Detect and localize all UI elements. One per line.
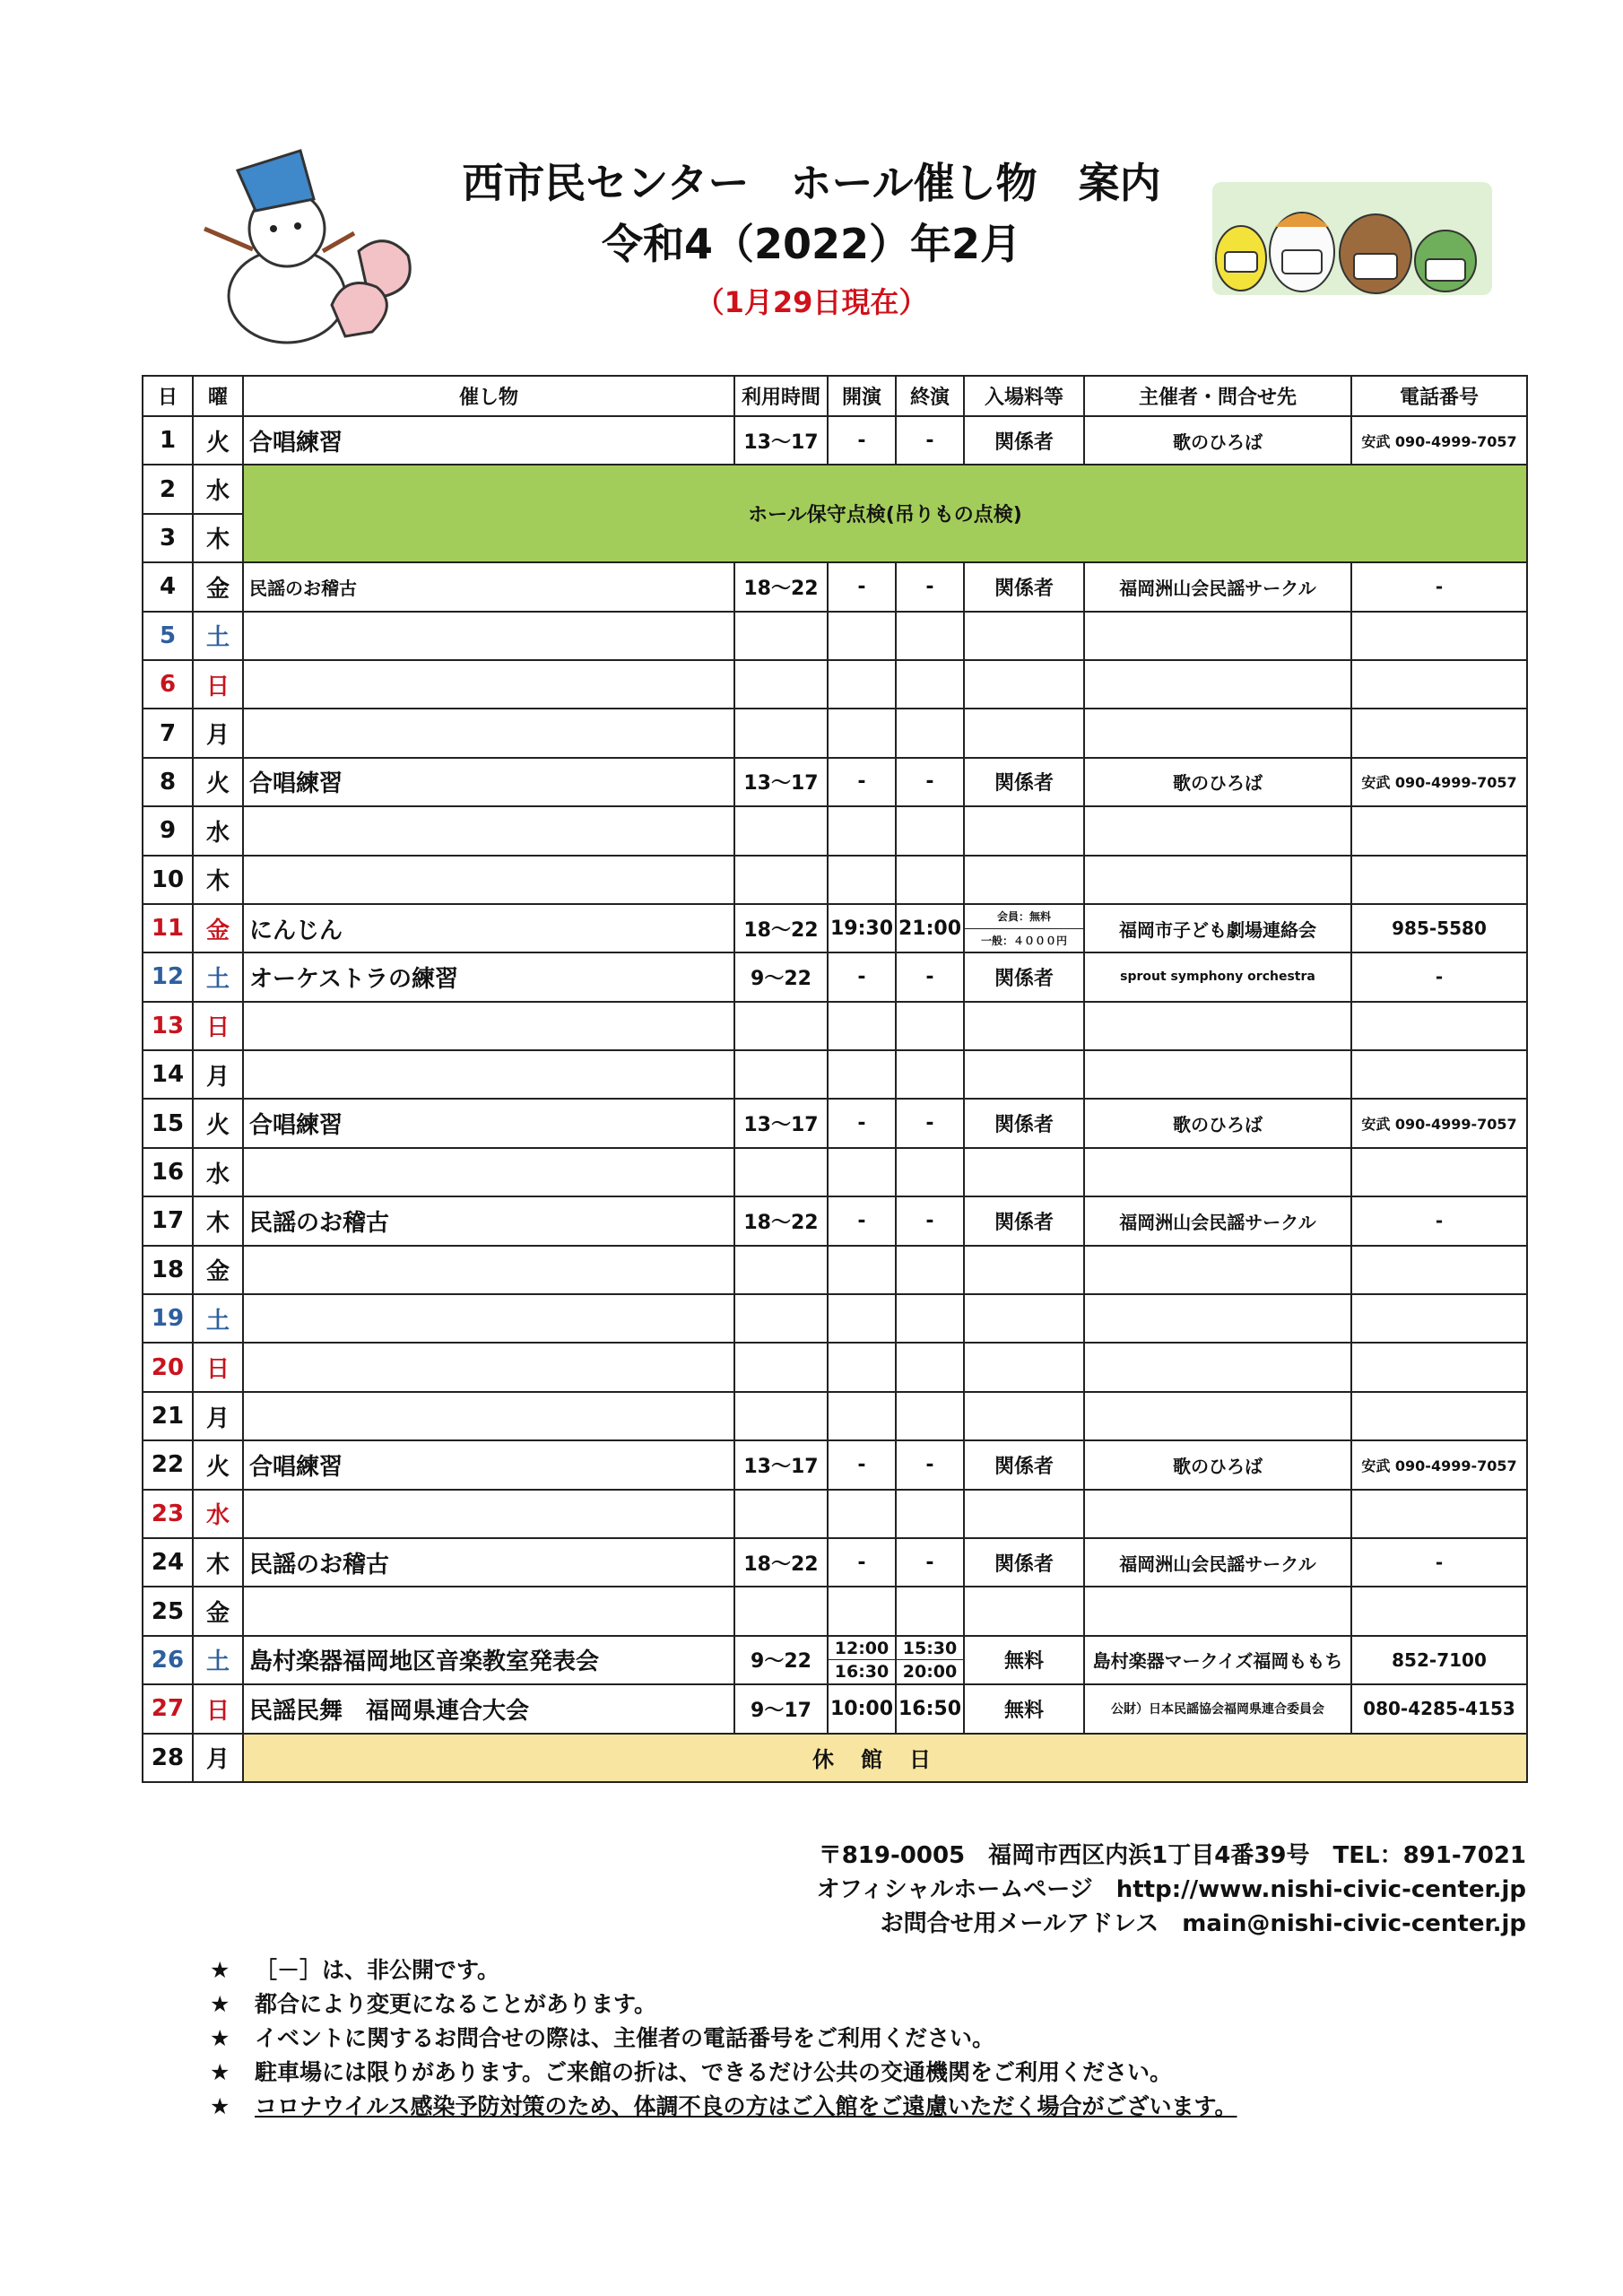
time-cell	[734, 856, 828, 904]
open-cell	[828, 612, 896, 660]
day-cell: 9	[143, 806, 193, 855]
open-cell	[828, 1392, 896, 1440]
open-cell: 10:00	[828, 1684, 896, 1733]
open-cell	[828, 1050, 896, 1099]
weekday-cell: 木	[193, 1196, 243, 1245]
organizer-cell	[1084, 612, 1351, 660]
event-cell: 合唱練習	[243, 758, 734, 806]
open-cell	[828, 1636, 896, 1684]
table-row	[143, 1148, 1527, 1196]
col-header-close: 終演	[896, 376, 964, 416]
table-row	[143, 806, 1527, 855]
fee-cell	[964, 1294, 1084, 1343]
page-subtitle: 令和4（2022）年2月	[601, 220, 1022, 268]
fee-cell	[964, 1490, 1084, 1538]
day-cell: 25	[143, 1587, 193, 1635]
time-cell	[734, 709, 828, 757]
table-row	[143, 1099, 1527, 1147]
open-time-a: 12:00	[829, 1637, 895, 1661]
tel-cell	[1351, 1392, 1527, 1440]
note-item: ★ コロナウイルス感染予防対策のため、体調不良の方はご入館をご遠慮いただく場合がございます。	[210, 2093, 1237, 2119]
day-cell: 8	[143, 758, 193, 806]
time-cell	[734, 1002, 828, 1050]
event-cell: 島村楽器福岡地区音楽教室発表会	[243, 1636, 734, 1684]
fee-cell	[964, 1050, 1084, 1099]
open-time-b: 16:30	[834, 1662, 890, 1683]
event-cell: 合唱練習	[243, 1099, 734, 1147]
close-time-a: 15:30	[897, 1637, 963, 1661]
day-cell: 22	[143, 1440, 193, 1489]
tel-cell	[1351, 612, 1527, 660]
event-cell	[243, 1490, 734, 1538]
day-cell: 3	[143, 514, 193, 562]
col-header-open: 開演	[828, 376, 896, 416]
close-cell	[896, 1148, 964, 1196]
tel-cell: 安武 090-4999-7057	[1351, 758, 1527, 806]
open-cell	[828, 806, 896, 855]
day-cell: 14	[143, 1050, 193, 1099]
event-cell	[243, 1246, 734, 1294]
day-cell: 10	[143, 856, 193, 904]
open-cell: -	[828, 1440, 896, 1489]
close-cell: 21:00	[896, 904, 964, 952]
tel-cell: 852-7100	[1351, 1636, 1527, 1684]
event-cell	[243, 1294, 734, 1343]
time-cell: 9～22	[734, 952, 828, 1001]
weekday-cell: 月	[193, 1392, 243, 1440]
weekday-cell: 水	[193, 1490, 243, 1538]
open-cell	[828, 1148, 896, 1196]
fee-cell	[964, 856, 1084, 904]
event-cell: 民謡民舞 福岡県連合大会	[243, 1684, 734, 1733]
weekday-cell: 日	[193, 1684, 243, 1733]
organizer-cell	[1084, 1050, 1351, 1099]
weekday-cell: 金	[193, 1587, 243, 1635]
tel-cell	[1351, 1343, 1527, 1391]
weekday-cell: 月	[193, 709, 243, 757]
close-cell	[896, 856, 964, 904]
event-cell	[243, 1587, 734, 1635]
organizer-cell	[1084, 1343, 1351, 1391]
close-cell	[896, 1343, 964, 1391]
weekday-cell: 木	[193, 514, 243, 562]
close-cell	[896, 1294, 964, 1343]
tel-cell: -	[1351, 562, 1527, 611]
open-cell	[828, 1294, 896, 1343]
tel-cell: 安武 090-4999-7057	[1351, 1440, 1527, 1489]
day-cell: 21	[143, 1392, 193, 1440]
table-row	[143, 1587, 1527, 1635]
open-cell	[828, 1002, 896, 1050]
time-cell	[734, 1050, 828, 1099]
table-row	[143, 1440, 1527, 1489]
tel-cell	[1351, 806, 1527, 855]
event-cell: 民謡のお稽古	[243, 562, 734, 611]
weekday-cell: 土	[193, 952, 243, 1001]
day-cell: 13	[143, 1002, 193, 1050]
time-cell: 9～17	[734, 1684, 828, 1733]
day-cell: 23	[143, 1490, 193, 1538]
time-cell	[734, 1587, 828, 1635]
tel-cell: 安武 090-4999-7057	[1351, 416, 1527, 465]
fee-cell	[964, 1392, 1084, 1440]
table-row	[143, 465, 1527, 513]
time-cell: 13～17	[734, 1440, 828, 1489]
close-cell: -	[896, 1538, 964, 1587]
time-cell: 18～22	[734, 904, 828, 952]
as-of-date: （1月29日現在）	[695, 285, 928, 319]
fee-cell: 関係者	[964, 562, 1084, 611]
close-cell	[896, 1587, 964, 1635]
day-cell: 19	[143, 1294, 193, 1343]
table-row	[143, 1294, 1527, 1343]
page-title: 西市民センター ホール催し物 案内	[462, 159, 1161, 207]
organizer-cell	[1084, 856, 1351, 904]
fee-member: 会員：無料	[965, 905, 1083, 929]
event-cell: 合唱練習	[243, 1440, 734, 1489]
table-row	[143, 1050, 1527, 1099]
closed-banner: 休館日	[243, 1734, 1527, 1782]
table-row	[143, 1538, 1527, 1587]
close-cell: -	[896, 758, 964, 806]
table-row	[143, 1734, 1527, 1782]
fee-cell	[964, 1343, 1084, 1391]
table-row	[143, 660, 1527, 709]
time-cell: 9～22	[734, 1636, 828, 1684]
time-cell: 13～17	[734, 1099, 828, 1147]
fee-cell: 無料	[964, 1684, 1084, 1733]
event-cell: オーケストラの練習	[243, 952, 734, 1001]
time-cell: 18～22	[734, 1196, 828, 1245]
tel-cell	[1351, 1002, 1527, 1050]
day-cell: 18	[143, 1246, 193, 1294]
event-cell	[243, 1392, 734, 1440]
table-row	[143, 1392, 1527, 1440]
col-header-day: 日	[143, 376, 193, 416]
tel-cell: 安武 090-4999-7057	[1351, 1099, 1527, 1147]
tel-cell: -	[1351, 952, 1527, 1001]
open-cell	[828, 1587, 896, 1635]
organizer-cell: 歌のひろば	[1084, 1099, 1351, 1147]
day-cell: 16	[143, 1148, 193, 1196]
weekday-cell: 火	[193, 1099, 243, 1147]
tel-cell	[1351, 1148, 1527, 1196]
table-header-row	[143, 376, 1527, 416]
close-cell	[896, 660, 964, 709]
organizer-cell: 福岡洲山会民謡サークル	[1084, 562, 1351, 611]
close-cell	[896, 1392, 964, 1440]
tel-cell: -	[1351, 1538, 1527, 1587]
event-cell	[243, 1148, 734, 1196]
tel-cell	[1351, 1246, 1527, 1294]
organizer-cell	[1084, 1587, 1351, 1635]
fee-cell	[964, 904, 1084, 952]
note-item: ★ イベントに関するお問合せの際は、主催者の電話番号をご利用ください。	[210, 2025, 995, 2051]
open-cell: -	[828, 952, 896, 1001]
event-cell: 合唱練習	[243, 416, 734, 465]
col-header-time: 利用時間	[734, 376, 828, 416]
organizer-cell: 福岡洲山会民謡サークル	[1084, 1196, 1351, 1245]
weekday-cell: 土	[193, 1294, 243, 1343]
organizer-cell: 公財）日本民謡協会福岡県連合委員会	[1084, 1684, 1351, 1733]
table-row	[143, 758, 1527, 806]
fee-cell	[964, 709, 1084, 757]
organizer-cell	[1084, 709, 1351, 757]
open-cell	[828, 660, 896, 709]
time-cell: 18～22	[734, 562, 828, 611]
weekday-cell: 金	[193, 562, 243, 611]
event-cell	[243, 1002, 734, 1050]
event-cell	[243, 806, 734, 855]
note-item: ★ 駐車場には限りがあります。ご来館の折は、できるだけ公共の交通機関をご利用ください。	[210, 2059, 1173, 2085]
table-row	[143, 1343, 1527, 1391]
organizer-cell	[1084, 660, 1351, 709]
close-cell: -	[896, 1440, 964, 1489]
col-header-event: 催し物	[243, 376, 734, 416]
time-cell: 13～17	[734, 758, 828, 806]
day-cell: 5	[143, 612, 193, 660]
open-cell	[828, 856, 896, 904]
schedule-table	[142, 375, 1528, 1783]
fee-cell: 関係者	[964, 758, 1084, 806]
close-cell	[896, 1246, 964, 1294]
weekday-cell: 土	[193, 1636, 243, 1684]
time-cell	[734, 612, 828, 660]
weekday-cell: 金	[193, 1246, 243, 1294]
open-cell: -	[828, 1196, 896, 1245]
fee-cell: 関係者	[964, 1196, 1084, 1245]
event-cell: 民謡のお稽古	[243, 1538, 734, 1587]
col-header-tel: 電話番号	[1351, 376, 1527, 416]
open-cell: 19:30	[828, 904, 896, 952]
tel-cell	[1351, 1294, 1527, 1343]
table-row	[143, 952, 1527, 1001]
organizer-cell	[1084, 1294, 1351, 1343]
day-cell: 20	[143, 1343, 193, 1391]
day-cell: 24	[143, 1538, 193, 1587]
fee-cell: 関係者	[964, 1099, 1084, 1147]
note-item: ★ 都合により変更になることがあります。	[210, 1991, 657, 2017]
close-cell: -	[896, 416, 964, 465]
event-cell: 民謡のお稽古	[243, 1196, 734, 1245]
open-cell	[828, 1246, 896, 1294]
weekday-cell: 火	[193, 758, 243, 806]
event-cell	[243, 660, 734, 709]
open-cell	[828, 709, 896, 757]
time-cell	[734, 806, 828, 855]
weekday-cell: 月	[193, 1050, 243, 1099]
tel-cell	[1351, 1587, 1527, 1635]
weekday-cell: 火	[193, 416, 243, 465]
close-cell: -	[896, 952, 964, 1001]
table-row	[143, 612, 1527, 660]
time-cell	[734, 660, 828, 709]
event-cell	[243, 1050, 734, 1099]
weekday-cell: 水	[193, 1148, 243, 1196]
fee-cell: 関係者	[964, 952, 1084, 1001]
note-item: ★ ［－］は、非公開です。	[210, 1957, 500, 1983]
fee-cell: 関係者	[964, 1440, 1084, 1489]
col-header-fee: 入場料等	[964, 376, 1084, 416]
weekday-cell: 火	[193, 1440, 243, 1489]
organizer-cell: 福岡市子ども劇場連絡会	[1084, 904, 1351, 952]
weekday-cell: 水	[193, 465, 243, 513]
organizer-cell	[1084, 1490, 1351, 1538]
open-cell: -	[828, 1099, 896, 1147]
time-cell	[734, 1246, 828, 1294]
tel-cell	[1351, 709, 1527, 757]
day-cell: 4	[143, 562, 193, 611]
table-row	[143, 856, 1527, 904]
fee-general: 一般：４０００円	[980, 934, 1067, 947]
time-cell	[734, 1148, 828, 1196]
event-cell: にんじん	[243, 904, 734, 952]
fee-cell: 関係者	[964, 416, 1084, 465]
weekday-cell: 日	[193, 1343, 243, 1391]
footer-email[interactable]: お問合せ用メールアドレス main@nishi-civic-center.jp	[880, 1910, 1526, 1937]
day-cell: 27	[143, 1684, 193, 1733]
fee-cell	[964, 1002, 1084, 1050]
fee-cell	[964, 612, 1084, 660]
table-row	[143, 1490, 1527, 1538]
event-cell	[243, 709, 734, 757]
table-row	[143, 709, 1527, 757]
open-cell: -	[828, 1538, 896, 1587]
tel-cell: 985-5580	[1351, 904, 1527, 952]
day-cell: 15	[143, 1099, 193, 1147]
fee-cell	[964, 806, 1084, 855]
weekday-cell: 日	[193, 660, 243, 709]
time-cell: 18～22	[734, 1538, 828, 1587]
fee-cell: 関係者	[964, 1538, 1084, 1587]
organizer-cell: 歌のひろば	[1084, 1440, 1351, 1489]
weekday-cell: 木	[193, 856, 243, 904]
table-row	[143, 416, 1527, 465]
open-cell: -	[828, 562, 896, 611]
tel-cell	[1351, 660, 1527, 709]
day-cell: 7	[143, 709, 193, 757]
day-cell: 26	[143, 1636, 193, 1684]
event-cell	[243, 856, 734, 904]
day-cell: 17	[143, 1196, 193, 1245]
organizer-cell: sprout symphony orchestra	[1084, 952, 1351, 1001]
close-cell	[896, 1490, 964, 1538]
close-cell: -	[896, 1196, 964, 1245]
table-row	[143, 1246, 1527, 1294]
close-cell	[896, 806, 964, 855]
close-cell	[896, 1050, 964, 1099]
close-cell	[896, 1002, 964, 1050]
time-cell	[734, 1294, 828, 1343]
time-cell	[734, 1392, 828, 1440]
table-row	[143, 562, 1527, 611]
tel-cell: 080-4285-4153	[1351, 1684, 1527, 1733]
table-row	[143, 1002, 1527, 1050]
open-cell	[828, 1343, 896, 1391]
event-cell	[243, 612, 734, 660]
fee-cell	[964, 1148, 1084, 1196]
day-cell: 12	[143, 952, 193, 1001]
close-cell	[896, 612, 964, 660]
weekday-cell: 水	[193, 806, 243, 855]
organizer-cell	[1084, 1246, 1351, 1294]
close-cell	[896, 709, 964, 757]
day-cell: 2	[143, 465, 193, 513]
close-cell: -	[896, 1099, 964, 1147]
fee-cell	[964, 660, 1084, 709]
day-cell: 1	[143, 416, 193, 465]
table-row	[143, 1636, 1527, 1684]
organizer-cell: 歌のひろば	[1084, 416, 1351, 465]
weekday-cell: 月	[193, 1734, 243, 1782]
weekday-cell: 木	[193, 1538, 243, 1587]
organizer-cell	[1084, 1392, 1351, 1440]
close-cell: -	[896, 562, 964, 611]
time-cell	[734, 1490, 828, 1538]
table-row	[143, 904, 1527, 952]
footer-homepage[interactable]: オフィシャルホームページ http://www.nishi-civic-center.jp	[816, 1876, 1526, 1903]
weekday-cell: 金	[193, 904, 243, 952]
day-cell: 11	[143, 904, 193, 952]
fee-cell	[964, 1246, 1084, 1294]
close-time-b: 20:00	[902, 1662, 958, 1683]
organizer-cell	[1084, 1002, 1351, 1050]
notes-list	[210, 1953, 1237, 2124]
maintenance-banner: ホール保守点検(吊りもの点検)	[243, 465, 1527, 562]
weekday-cell: 日	[193, 1002, 243, 1050]
fee-cell	[964, 1587, 1084, 1635]
open-cell	[828, 1490, 896, 1538]
close-cell	[896, 1636, 964, 1684]
close-cell: 16:50	[896, 1684, 964, 1733]
organizer-cell: 福岡洲山会民謡サークル	[1084, 1538, 1351, 1587]
open-cell: -	[828, 758, 896, 806]
tel-cell	[1351, 1050, 1527, 1099]
tel-cell	[1351, 856, 1527, 904]
tel-cell	[1351, 1490, 1527, 1538]
organizer-cell	[1084, 1148, 1351, 1196]
col-header-organizer: 主催者・問合せ先	[1084, 376, 1351, 416]
fee-cell: 無料	[964, 1636, 1084, 1684]
day-cell: 28	[143, 1734, 193, 1782]
open-cell: -	[828, 416, 896, 465]
time-cell	[734, 1343, 828, 1391]
footer-address: 〒819-0005 福岡市西区内浜1丁目4番39号 TEL：891-7021	[818, 1842, 1526, 1869]
col-header-dow: 曜	[193, 376, 243, 416]
table-row	[143, 1684, 1527, 1733]
table-row	[143, 1196, 1527, 1245]
organizer-cell: 歌のひろば	[1084, 758, 1351, 806]
event-cell	[243, 1343, 734, 1391]
organizer-cell: 島村楽器マークイズ福岡ももち	[1084, 1636, 1351, 1684]
time-cell: 13～17	[734, 416, 828, 465]
day-cell: 6	[143, 660, 193, 709]
organizer-cell	[1084, 806, 1351, 855]
weekday-cell: 土	[193, 612, 243, 660]
tel-cell: -	[1351, 1196, 1527, 1245]
